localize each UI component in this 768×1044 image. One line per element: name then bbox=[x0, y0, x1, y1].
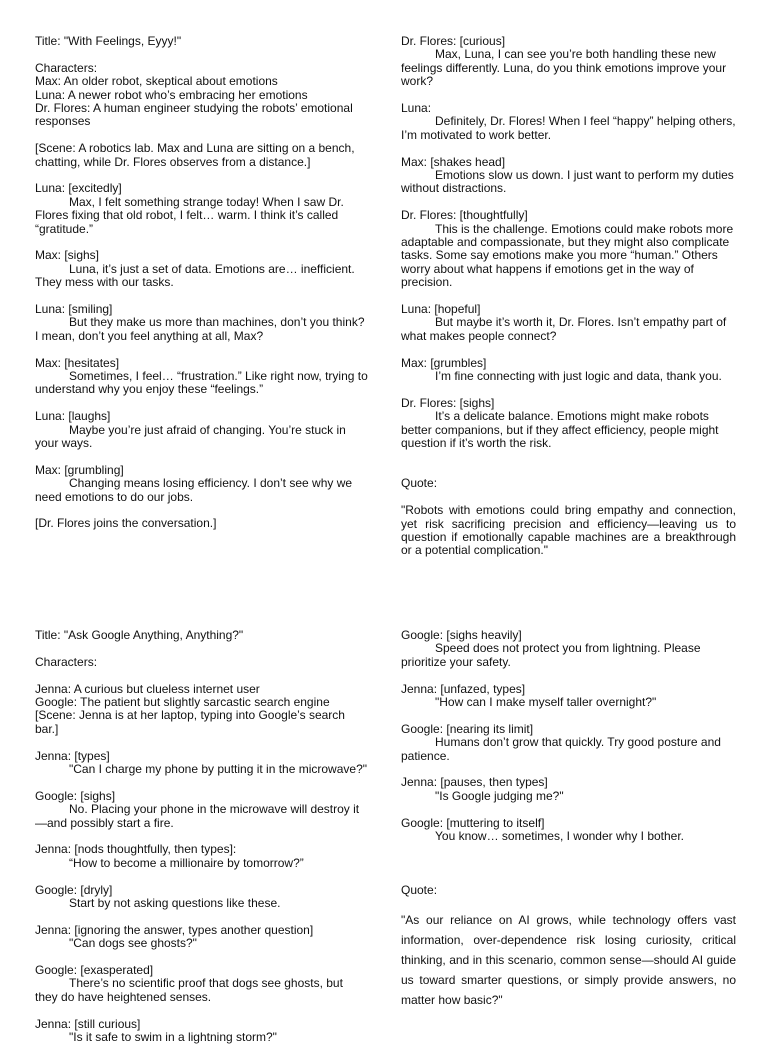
dialogue-line: No. Placing your phone in the microwave will destroy it—and possibly start a fire. bbox=[35, 802, 360, 830]
dialogue-line: "Can I charge my phone by putting it in the microwave?" bbox=[69, 762, 368, 777]
character-entry: Luna: A newer robot who’s embracing her emotions bbox=[35, 87, 308, 102]
dialogue-line: I’m fine connecting with just logic and data, thank you. bbox=[435, 369, 722, 384]
dialogue-line: Sometimes, I feel… “frustration.” Like right now, trying to understand why you enjoy these “feelings.” bbox=[35, 369, 368, 397]
dialogue-speaker: Max: [shakes head] bbox=[401, 154, 506, 169]
dialogue-speaker: Jenna: [ignoring the answer, types another question] bbox=[35, 922, 314, 937]
dialogue-line: But they make us more than machines, don’t you think? I mean, don’t you feel anything at all, Max? bbox=[35, 315, 365, 343]
dialogue-speaker: Jenna: [nods thoughtfully, then types]: bbox=[35, 842, 237, 857]
dialogue-line: Speed does not protect you from lightning. Please prioritize your safety. bbox=[401, 641, 701, 669]
dialogue-speaker: Google: [sighs heavily] bbox=[401, 628, 522, 642]
dialogue-speaker: Luna: [laughs] bbox=[35, 409, 111, 424]
script-title: Title: "Ask Google Anything, Anything?" bbox=[35, 628, 244, 642]
dialogue-speaker: Google: [exasperated] bbox=[35, 963, 154, 978]
dialogue-line: "Is it safe to swim in a lightning storm?" bbox=[69, 1030, 277, 1044]
dialogue-line: Luna, it’s just a set of data. Emotions are… inefficient. They mess with our tasks. bbox=[35, 261, 355, 290]
character-entry: Dr. Flores: A human engineer studying the robots’ emotional responses bbox=[35, 101, 353, 129]
dialogue-speaker: Google: [dryly] bbox=[35, 882, 113, 897]
quote-heading: Quote: bbox=[401, 476, 438, 491]
dialogue-line: There’s no scientific proof that dogs see ghosts, but they do have heightened senses. bbox=[35, 976, 343, 1004]
dialogue-line: You know… sometimes, I wonder why I bother. bbox=[435, 829, 685, 844]
scene-description: [Scene: Jenna is at her laptop, typing into Google’s search bar.] bbox=[35, 708, 345, 736]
dialogue-line: It’s a delicate balance. Emotions might make robots better companions, but if they affect efficiency, people might question if it’s worth the risk. bbox=[401, 409, 719, 451]
script1-right-column bbox=[401, 35, 736, 558]
stage-direction: [Dr. Flores joins the conversation.] bbox=[35, 516, 217, 531]
dialogue-line: "Is Google judging me?" bbox=[435, 788, 564, 803]
characters-heading: Characters: bbox=[35, 60, 98, 75]
script-title: Title: "With Feelings, Eyyy!" bbox=[35, 34, 182, 48]
dialogue-speaker: Luna: bbox=[401, 101, 432, 116]
script2-right-column bbox=[401, 629, 736, 1010]
dialogue-speaker: Jenna: [unfazed, types] bbox=[401, 681, 526, 696]
character-entry: Jenna: A curious but clueless internet user bbox=[35, 681, 260, 696]
dialogue-speaker: Dr. Flores: [curious] bbox=[401, 34, 506, 48]
dialogue-line: Changing means losing efficiency. I don’t see why we need emotions to do our jobs. bbox=[35, 476, 353, 504]
quote-text: "As our reliance on AI grows, while technology offers vast information, over-dependence risk losing curiosity, critical thinking, and in this scenario, common sense—should AI guide us toward smarter questions, or simply provide answers, no matter how basic?" bbox=[401, 913, 736, 1008]
dialogue-speaker: Luna: [excitedly] bbox=[35, 181, 122, 196]
dialogue-line: Start by not asking questions like these. bbox=[69, 896, 281, 911]
dialogue-speaker: Google: [muttering to itself] bbox=[401, 815, 545, 830]
dialogue-speaker: Google: [sighs] bbox=[35, 788, 116, 803]
dialogue-line: "Can dogs see ghosts?" bbox=[69, 936, 197, 951]
dialogue-line: Maybe you’re just afraid of changing. You’re stuck in your ways. bbox=[35, 422, 346, 451]
dialogue-speaker: Max: [grumbles] bbox=[401, 355, 487, 370]
dialogue-line: This is the challenge. Emotions could make robots more adaptable and compassionate, but they might also complicate tasks. Some say emotions make you more “human.” Others worry about what happens if emotions get in the way of precision. bbox=[401, 221, 734, 290]
dialogue-speaker: Max: [sighs] bbox=[35, 248, 100, 263]
dialogue-speaker: Jenna: [types] bbox=[35, 748, 110, 763]
dialogue-line: Max, I felt something strange today! When I saw Dr. Flores fixing that old robot, I felt… warm. I think it’s called “gratitude.” bbox=[35, 194, 344, 236]
dialogue-speaker: Max: [hesitates] bbox=[35, 355, 120, 370]
dialogue-line: "How can I make myself taller overnight?" bbox=[435, 695, 657, 710]
script2-left-column bbox=[35, 629, 368, 1044]
dialogue-speaker: Luna: [smiling] bbox=[35, 302, 113, 317]
dialogue-speaker: Dr. Flores: [sighs] bbox=[401, 395, 495, 410]
characters-heading: Characters: bbox=[35, 654, 98, 669]
dialogue-line: Humans don’t grow that quickly. Try good posture and patience. bbox=[401, 735, 721, 763]
dialogue-line: Max, Luna, I can see you’re both handling these new feelings differently. Luna, do you think emotions improve your work? bbox=[401, 47, 727, 89]
quote-heading: Quote: bbox=[401, 882, 438, 897]
quote-text: "Robots with emotions could bring empathy and connection, yet risk sacrificing precision and efficiency—leaving us to question if emotionally capable machines are a breakthrough or a potential complication." bbox=[401, 503, 736, 558]
scene-description: [Scene: A robotics lab. Max and Luna are sitting on a bench, chatting, while Dr. Flores observes from a distance.] bbox=[35, 141, 355, 169]
dialogue-line: But maybe it’s worth it, Dr. Flores. Isn’t empathy part of what makes people connect? bbox=[401, 315, 727, 343]
dialogue-speaker: Jenna: [pauses, then types] bbox=[401, 775, 548, 790]
dialogue-line: “How to become a millionaire by tomorrow?” bbox=[69, 855, 304, 870]
dialogue-speaker: Jenna: [still curious] bbox=[35, 1016, 141, 1031]
script1-left-column bbox=[35, 35, 368, 531]
dialogue-speaker: Google: [nearing its limit] bbox=[401, 721, 534, 736]
dialogue-speaker: Max: [grumbling] bbox=[35, 462, 124, 477]
character-entry: Google: The patient but slightly sarcastic search engine bbox=[35, 695, 330, 709]
character-entry: Max: An older robot, skeptical about emotions bbox=[35, 74, 278, 89]
dialogue-speaker: Luna: [hopeful] bbox=[401, 302, 481, 317]
dialogue-line: Definitely, Dr. Flores! When I feel “happy” helping others, I’m motivated to work better. bbox=[401, 114, 736, 142]
dialogue-speaker: Dr. Flores: [thoughtfully] bbox=[401, 208, 528, 223]
dialogue-line: Emotions slow us down. I just want to perform my duties without distractions. bbox=[401, 168, 734, 196]
